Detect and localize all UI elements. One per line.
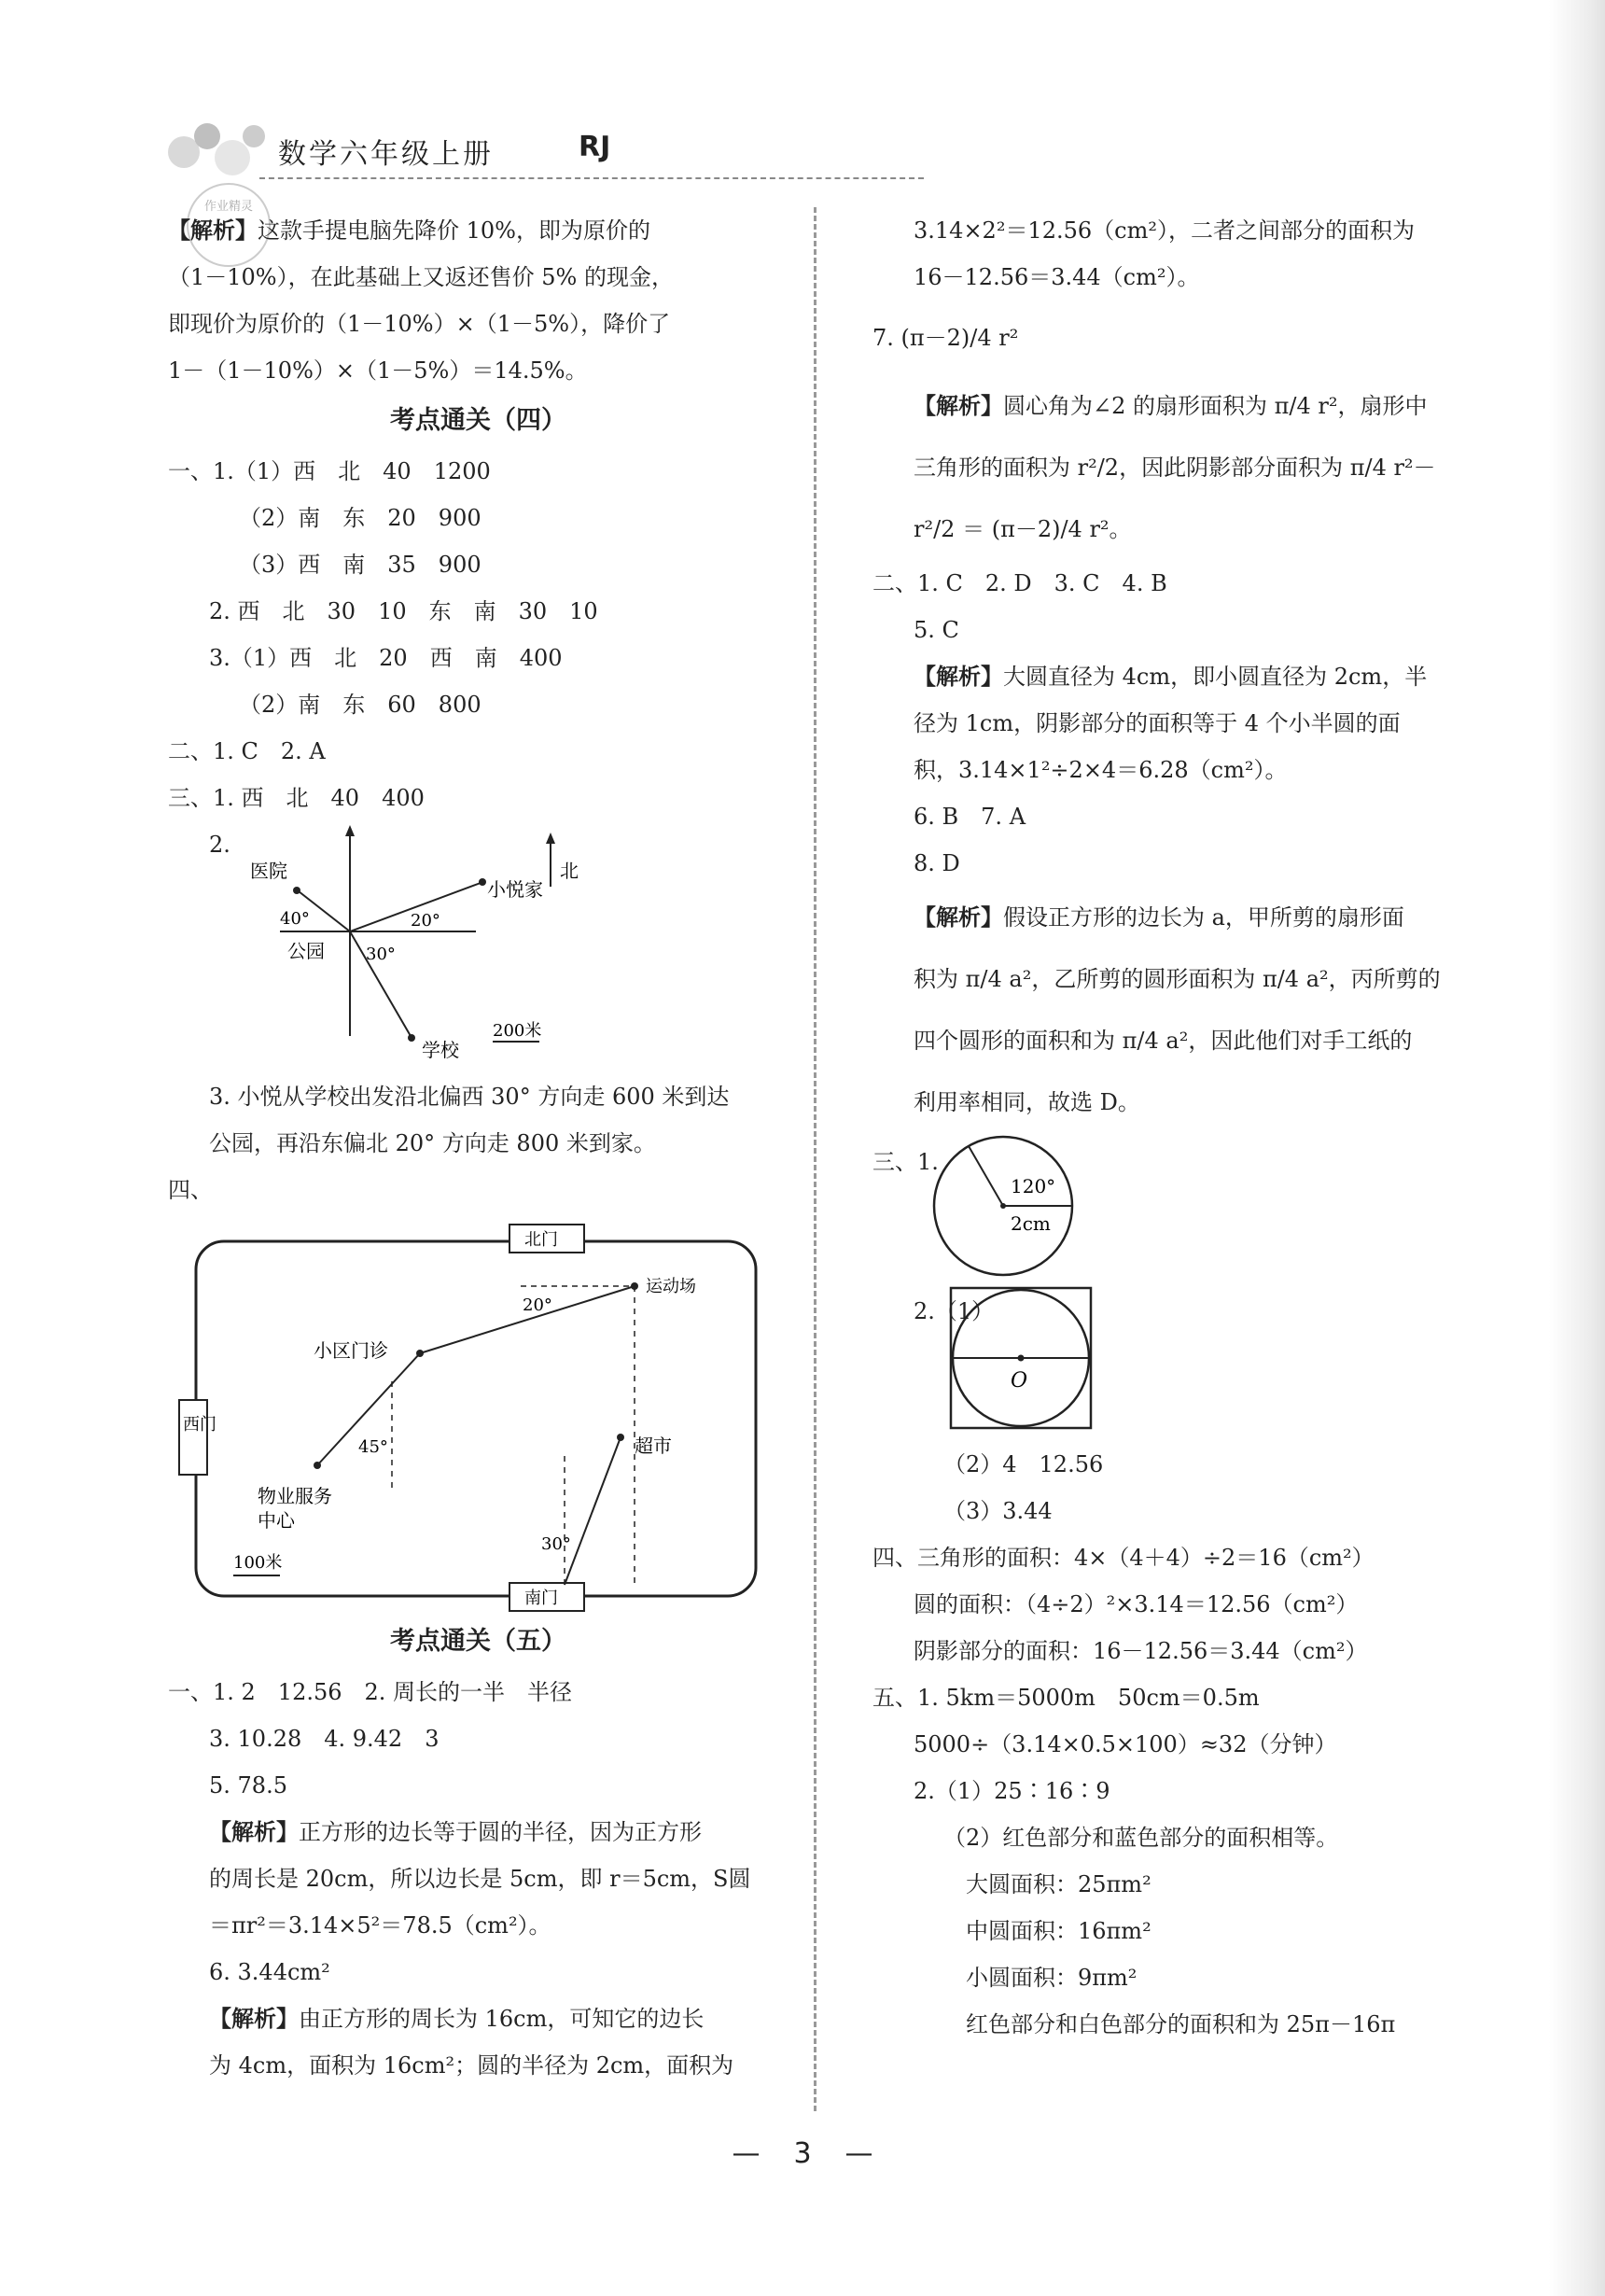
answer-line: （2）红色部分和蓝色部分的面积相等。 [943,1825,1339,1851]
answer-line: 公园，再沿东偏北 20° 方向走 800 米到家。 [209,1130,656,1156]
scale-label: 200米 [493,1021,542,1041]
answer-line: 红色部分和白色部分的面积和为 25π－16π [943,2011,1396,2037]
hospital-label: 医院 [250,860,287,882]
answer-line: 5000÷（3.14×0.5×100）≈32（分钟） [914,1731,1337,1757]
west-gate-label: 西门 [183,1415,216,1435]
analysis-line: 【解析】假设正方形的边长为 a，甲所剪的扇形面 [914,903,1404,931]
page-number: — 3 — [732,2137,873,2170]
campus-map [168,1213,784,1615]
section-title: 考点通关（四） [390,406,566,435]
answer-line: 四、三角形的面积：4×（4＋4）÷2＝16（cm²） [872,1545,1375,1571]
analysis-line: 积为 π/4 a²，乙所剪的圆形面积为 π/4 a²，丙所剪的 [914,966,1441,992]
school-label: 学校 [422,1039,459,1061]
answer-line: 3.（1）西 北 20 西 南 400 [209,645,563,671]
watermark-stamp: 作业精灵 [187,183,271,267]
sports-label: 运动场 [646,1277,696,1296]
answer-line: 二、1. C 2. A [168,738,326,764]
scan-edge [1549,0,1605,2296]
answer-line: 二、1. C 2. D 3. C 4. B [872,570,1167,596]
angle-label: 40° [280,909,310,929]
answer-line: 5. C [914,617,959,643]
analysis-line: （1－10%），在此基础上又返还售价 5% 的现金， [168,264,674,290]
analysis-line: 【解析】这款手提电脑先降价 10%，即为原价的 [168,217,650,244]
analysis-line: 径为 1cm，阴影部分的面积等于 4 个小半圆的面 [914,710,1401,736]
service-label: 中心 [258,1509,295,1532]
scale-label: 100米 [233,1553,283,1573]
radius-label: 2cm [1011,1212,1051,1235]
analysis-line: 为 4cm，面积为 16cm²；圆的半径为 2cm，面积为 [209,2052,734,2079]
angle-label: 45° [358,1437,388,1457]
north-gate-label: 北门 [524,1230,558,1250]
answer-line: 四、 [168,1177,213,1203]
answer-line: 8. D [914,850,960,876]
book-title: 数学六年级上册 [278,138,494,171]
answer-line: （2）南 东 20 900 [239,505,482,531]
analysis-line: 1－（1－10%）×（1－5%）＝14.5%。 [168,357,588,384]
analysis-line: 四个圆形的面积和为 π/4 a²，因此他们对手工纸的 [914,1028,1413,1054]
analysis-line: 【解析】由正方形的周长为 16cm，可知它的边长 [209,2005,705,2032]
left-column [168,207,789,2089]
analysis-line: 利用率相同，故选 D。 [914,1089,1140,1115]
analysis-line: r²/2 ＝ (π－2)/4 r²。 [914,516,1132,542]
answer-line: 6. 3.44cm² [209,1959,330,1985]
right-column [872,207,1470,2048]
edition-label: RJ [579,131,611,163]
question-label: 2. [209,832,230,858]
circle-figure [872,1133,1470,1282]
market-label: 超市 [635,1435,672,1457]
angle-label: 30° [541,1534,571,1554]
header-rule [259,177,924,179]
answer-line: 小圆面积：9πm² [943,1965,1137,1991]
page-header [157,119,829,185]
angle-label: 20° [523,1295,552,1315]
analysis-line: 的周长是 20cm，所以边长是 5cm，即 r＝5cm，S圆 [209,1866,751,1892]
answer-line: 2. 西 北 30 10 东 南 30 10 [209,598,598,624]
answer-line: （2）4 12.56 [943,1451,1104,1477]
answer-line: 三、1. 西 北 40 400 [168,785,425,811]
answer-line: 五、1. 5km＝5000m 50cm＝0.5m [872,1685,1260,1711]
park-label: 公园 [287,940,325,962]
clinic-label: 小区门诊 [314,1339,388,1362]
analysis-line: ＝πr²＝3.14×5²＝78.5（cm²）。 [209,1912,551,1939]
angle-label: 30° [366,945,396,964]
answer-line: 一、1.（1）西 北 40 1200 [168,458,491,484]
angle-label: 20° [411,911,440,931]
analysis-line: 16－12.56＝3.44（cm²）。 [914,264,1200,290]
answer-line: 圆的面积：（4÷2）²×3.14＝12.56（cm²） [914,1591,1359,1617]
campus-map-figure [168,1213,789,1615]
analysis-line: 【解析】正方形的边长等于圆的半径，因为正方形 [209,1818,702,1845]
analysis-line: 积，3.14×1²÷2×4＝6.28（cm²）。 [914,757,1288,783]
north-label: 北 [560,860,579,882]
answer-line: 5. 78.5 [209,1772,287,1799]
center-label: O [1011,1369,1028,1393]
question-label: 三、1. [872,1149,939,1175]
direction-map-figure [168,821,789,1073]
direction-map [243,821,672,1073]
answer-line: 2.（1）25∶16∶9 [914,1778,1110,1804]
analysis-line: 即现价为原价的（1－10%）×（1－5%），降价了 [168,311,671,337]
question-label: 2.（1） [914,1298,995,1324]
answer-line: 7. (π－2)/4 r² [872,325,1019,351]
column-divider [814,207,816,2111]
answer-line: （3）3.44 [943,1498,1053,1524]
answer-line: 3. 10.28 4. 9.42 3 [209,1726,440,1752]
answer-line: （2）南 东 60 800 [239,692,482,718]
answer-line: 中圆面积：16πm² [943,1918,1151,1944]
analysis-line: 三角形的面积为 r²/2，因此阴影部分面积为 π/4 r²－ [914,455,1436,481]
analysis-line: 【解析】圆心角为∠2 的扇形面积为 π/4 r²，扇形中 [914,392,1428,419]
inscribed-circle [945,1282,1104,1441]
answer-line: 6. B 7. A [914,804,1026,830]
south-gate-label: 南门 [524,1589,558,1608]
answer-line: （3）西 南 35 900 [239,552,482,578]
service-label: 物业服务 [258,1485,332,1507]
answer-line: 大圆面积：25πm² [943,1871,1151,1897]
answer-line: 3. 小悦从学校出发沿北偏西 30° 方向走 600 米到达 [209,1084,730,1110]
analysis-line: 【解析】大圆直径为 4cm，即小圆直径为 2cm，半 [914,663,1428,690]
home-label: 小悦家 [487,878,543,901]
sector-circle [900,1133,1087,1282]
angle-label: 120° [1011,1175,1056,1197]
section-title: 考点通关（五） [390,1627,566,1656]
answer-line: 一、1. 2 12.56 2. 周长的一半 半径 [168,1679,573,1705]
analysis-line: 3.14×2²＝12.56（cm²），二者之间部分的面积为 [914,217,1415,244]
square-circle-figure [872,1282,1470,1441]
answer-line: 阴影部分的面积：16－12.56＝3.44（cm²） [914,1638,1368,1664]
